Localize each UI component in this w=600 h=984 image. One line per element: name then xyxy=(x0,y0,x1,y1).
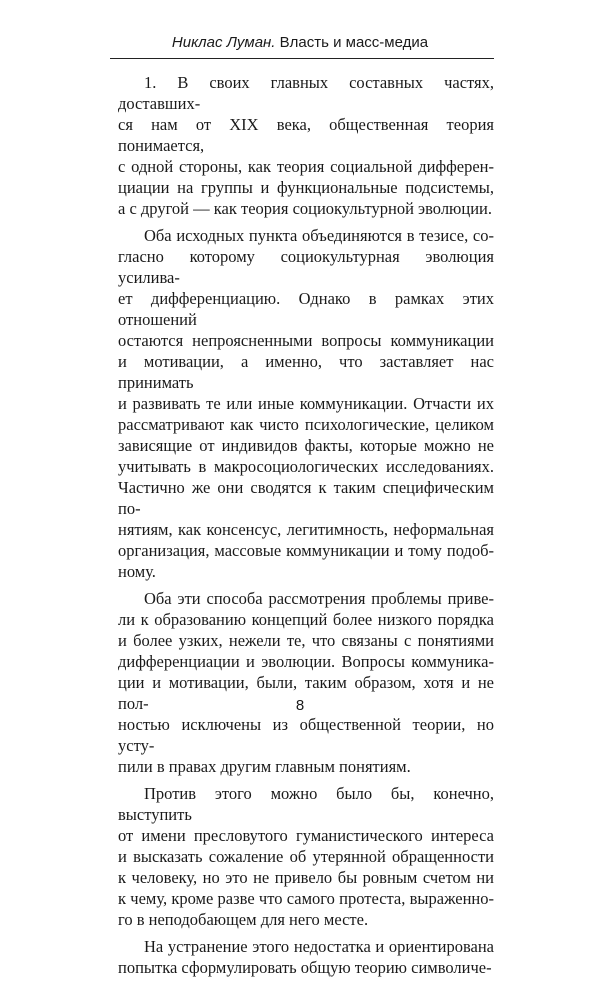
text-line: Оба исходных пункта объединяются в тезисе, со- xyxy=(144,226,494,245)
page-number: 8 xyxy=(295,697,305,714)
text-line: к человеку, но это не привело бы ровным счетом ни xyxy=(118,868,494,887)
text-line: и мотивации, а именно, что заставляет нас принимать xyxy=(118,352,494,392)
text-line: циации на группы и функциональные подсистемы, xyxy=(118,178,494,197)
text-line: ся нам от XIX века, общественная теория понимается, xyxy=(118,115,494,155)
text-line: 1. В своих главных составных частях, доставших- xyxy=(118,73,494,113)
text-line: гласно которому социокультурная эволюция усилива- xyxy=(118,247,494,287)
text-line: Оба эти способа рассмотрения проблемы приве- xyxy=(144,589,494,608)
paragraph xyxy=(118,936,494,978)
text-line: с одной стороны, как теория социальной дифферен- xyxy=(118,157,494,176)
running-head xyxy=(0,34,600,52)
text-line: Частично же они сводятся к таким специфическим по- xyxy=(118,478,494,518)
text-line: учитывать в макросоциологических исследованиях. xyxy=(118,457,494,476)
text-line: к чему, кроме разве что самого протеста, выраженно- xyxy=(118,889,494,908)
header-rule xyxy=(110,58,494,59)
paragraph xyxy=(118,72,494,219)
text-line: и более узких, нежели те, что связаны с понятиями xyxy=(118,631,494,650)
text-line: рассматривают как чисто психологические, целиком xyxy=(118,415,494,434)
text-line: На устранение этого недостатка и ориентирована xyxy=(144,937,494,956)
paragraph xyxy=(118,225,494,582)
text-line: ли к образованию концепций более низкого порядка xyxy=(118,610,494,629)
body-text xyxy=(118,72,494,984)
text-line: зависящие от индивидов факты, которые можно не xyxy=(118,436,494,455)
text-line: пили в правах другим главным понятиям. xyxy=(118,757,411,776)
text-line: ному. xyxy=(118,562,156,581)
text-line: го в неподобающем для него месте. xyxy=(118,910,369,929)
text-line: ет дифференциацию. Однако в рамках этих отношений xyxy=(118,289,494,329)
text-line: нятиям, как консенсус, легитимность, неформальная xyxy=(118,520,494,539)
text-line: попытка сформулировать общую теорию символиче- xyxy=(118,958,492,977)
text-line: а с другой — как теория социокультурной эволюции. xyxy=(118,199,492,218)
text-line: дифференциации и эволюции. Вопросы коммуникa- xyxy=(118,652,494,671)
text-line: Против этого можно было бы, конечно, выступить xyxy=(118,784,494,824)
text-line: от имени пресловутого гуманистического интереса xyxy=(118,826,494,845)
running-head-title: Власть и масс-медиа xyxy=(279,34,429,51)
paragraph xyxy=(118,783,494,930)
text-line: и развивать те или иные коммуникации. Отчасти их xyxy=(118,394,494,413)
text-line: остаются непроясненными вопросы коммуникации xyxy=(118,331,494,350)
paragraph xyxy=(118,588,494,777)
text-line: организация, массовые коммуникации и тому подоб- xyxy=(118,541,494,560)
text-line: ции и мотивации, были, таким образом, хотя и не пол- xyxy=(118,673,494,713)
text-line: и высказать сожаление об утерянной обращенности xyxy=(118,847,494,866)
text-line: ностью исключены из общественной теории, но усту- xyxy=(118,715,494,755)
running-head-author: Никлас Луман. xyxy=(171,34,276,51)
